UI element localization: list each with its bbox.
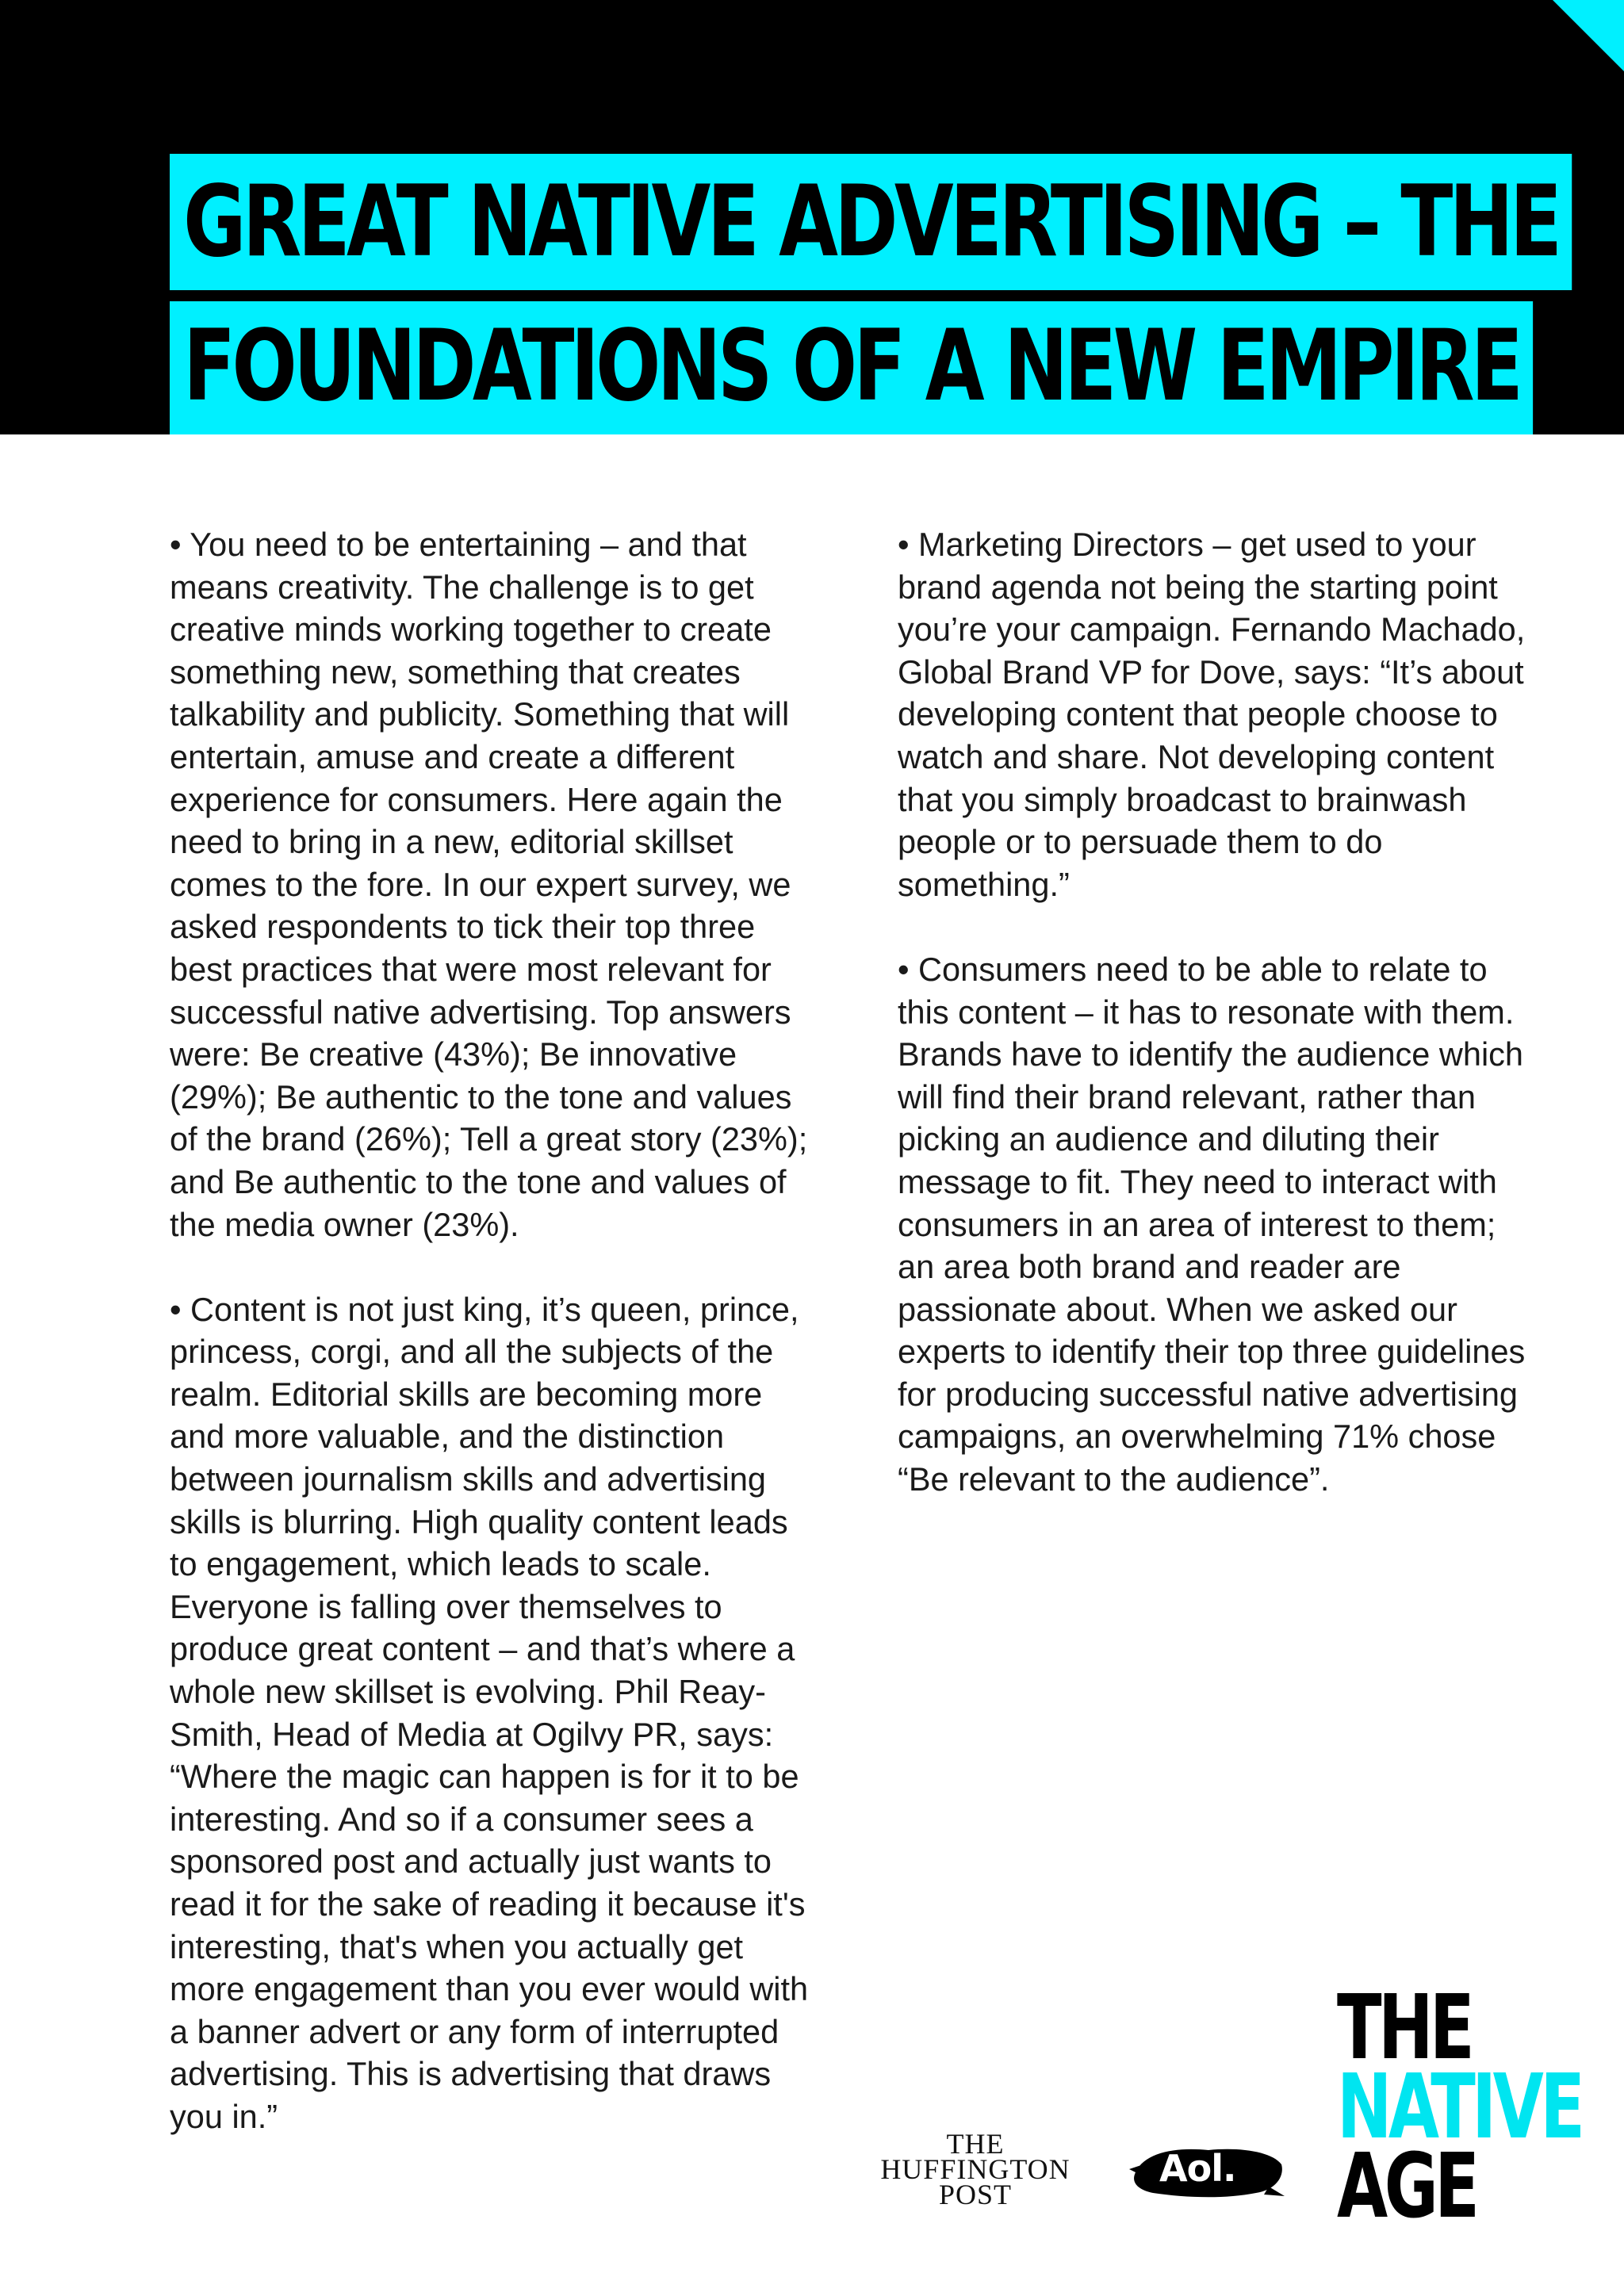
huffpost-logo-line: POST bbox=[938, 2179, 1013, 2210]
page-title-line-2: FOUNDATIONS OF A NEW EMPIRE bbox=[170, 301, 1533, 434]
native-age-logo-word: AGE bbox=[1337, 2135, 1477, 2238]
the-native-age-logo bbox=[1337, 1976, 1582, 2238]
huffpost-logo-line: THE bbox=[946, 2128, 1005, 2160]
paragraph-marketing-directors: • Marketing Directors – get used to your brand agenda not being the starting point you’re your campaign. Fernando Machado, Global Brand VP for Dove, says: “It’s about developing content that people choose to watch and share. Not developing content that you simply broadcast to brainwash people or to persuade them to do something.” bbox=[898, 526, 1526, 903]
paragraph-entertaining: • You need to be entertaining – and that means creativity. The challenge is to get creative minds working together to create something new, something that creates talkability and publicity. Something that will entertain, amuse and create a different experience for consumers. Here again the need to bring in a new, editorial skillset comes to the fore. In our expert survey, we asked respondents to tick their top three best practices that were most relevant for successful native advertising. Top answers were: Be creative (43%); Be innovative (29%); Be authentic to the tone and values of the brand (26%); Tell a great story (23%); and Be authentic to the tone and values of the media owner (23%). bbox=[170, 526, 808, 1243]
paragraph-content-king: • Content is not just king, it’s queen, prince, princess, corgi, and all the subjects of the realm. Editorial skills are becoming more and more valuable, and the distinction between journalism skills and advertising skills is blurring. High quality content leads to engagement, which leads to scale. Everyone is falling over themselves to produce great content – and that’s where a whole new skillset is evolving. Phil Reay-Smith, Head of Media at Ogilvy PR, says: “Where the magic can happen is for it to be interesting. And so if a consumer sees a sponsored post and actually just wants to read it for the sake of reading it because it's interesting, that's when you actually get more engagement than you ever would with a banner advert or any form of interrupted advertising. This is advertising that draws you in.” bbox=[170, 1290, 809, 2135]
paragraph-consumers-relate: • Consumers need to be able to relate to this content – it has to resonate with them. Brands have to identify the audience which will find their brand relevant, rather than picking an audience and diluting their message to fit. They need to interact with consumers in an area of interest to them; an area both brand and reader are passionate about. When we asked our experts to identify their top three guidelines for producing successful native advertising campaigns, an overwhelming 71% chose “Be relevant to the audience”. bbox=[898, 950, 1526, 1498]
page-corner-fold bbox=[1553, 0, 1624, 71]
native-age-logo-word: NATIVE bbox=[1337, 2056, 1582, 2159]
page-title-line-1: GREAT NATIVE ADVERTISING – THE bbox=[170, 154, 1572, 290]
huffpost-logo-line: HUFFINGTON bbox=[880, 2153, 1071, 2185]
native-age-logo-word: THE bbox=[1337, 1976, 1472, 2080]
huffington-post-logo bbox=[872, 2128, 1078, 2210]
left-column bbox=[170, 523, 820, 2180]
right-column bbox=[898, 523, 1540, 1543]
aol-logo-text: Aol. bbox=[1159, 2147, 1236, 2190]
